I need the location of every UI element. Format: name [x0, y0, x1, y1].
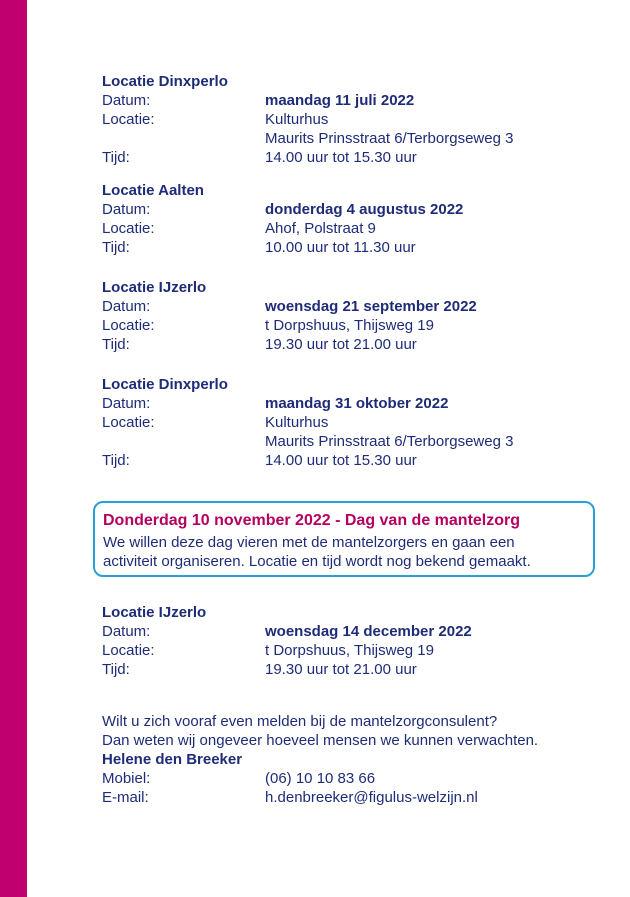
event-aalten-august: [102, 181, 602, 257]
event-location-address: Maurits Prinsstraat 6/Terborgseweg 3: [265, 130, 514, 147]
mantelzorg-day-callout: [93, 501, 595, 577]
callout-title: Donderdag 10 november 2022 - Dag van de mantelzorg: [103, 512, 521, 529]
contact-intro-line-1: Wilt u zich vooraf even melden bij de mantelzorgconsulent?: [102, 713, 498, 730]
event-location: Kulturhus: [265, 414, 329, 431]
event-time: 10.00 uur tot 11.30 uur: [265, 239, 416, 256]
event-ijzerlo-december: [102, 603, 602, 679]
event-time: 19.30 uur tot 21.00 uur: [265, 661, 417, 678]
event-ijzerlo-september: [102, 278, 602, 354]
event-date: maandag 31 oktober 2022: [265, 395, 449, 412]
location-label: Locatie:: [102, 111, 155, 128]
date-label: Datum:: [102, 92, 151, 109]
date-label: Datum:: [102, 201, 151, 218]
date-label: Datum:: [102, 623, 151, 640]
phone-label: Mobiel:: [102, 770, 151, 787]
callout-text-line-2: activiteit organiseren. Locatie en tijd wordt nog bekend gemaakt.: [103, 553, 531, 570]
event-time: 14.00 uur tot 15.30 uur: [265, 149, 417, 166]
event-heading: Locatie Dinxperlo: [102, 376, 228, 393]
contact-section: [102, 712, 602, 807]
event-time: 19.30 uur tot 21.00 uur: [265, 336, 417, 353]
location-label: Locatie:: [102, 642, 155, 659]
event-date: maandag 11 juli 2022: [265, 92, 415, 109]
location-label: Locatie:: [102, 414, 155, 431]
event-dinxperlo-october: [102, 375, 602, 470]
event-dinxperlo-july: [102, 72, 602, 167]
event-location: Ahof, Polstraat 9: [265, 220, 376, 237]
contact-name: Helene den Breeker: [102, 751, 243, 768]
event-location: t Dorpshuus, Thijsweg 19: [265, 642, 434, 659]
event-location-address: Maurits Prinsstraat 6/Terborgseweg 3: [265, 433, 514, 450]
event-date: donderdag 4 augustus 2022: [265, 201, 464, 218]
date-label: Datum:: [102, 298, 151, 315]
event-date: woensdag 14 december 2022: [265, 623, 472, 640]
email-address[interactable]: h.denbreeker@figulus-welzijn.nl: [265, 789, 478, 806]
location-label: Locatie:: [102, 220, 155, 237]
magenta-side-bar: [0, 0, 27, 897]
time-label: Tijd:: [102, 452, 130, 469]
date-label: Datum:: [102, 395, 151, 412]
event-heading: Locatie Dinxperlo: [102, 73, 228, 90]
event-heading: Locatie Aalten: [102, 182, 204, 199]
event-location: Kulturhus: [265, 111, 329, 128]
event-location: t Dorpshuus, Thijsweg 19: [265, 317, 434, 334]
event-heading: Locatie IJzerlo: [102, 279, 207, 296]
time-label: Tijd:: [102, 661, 130, 678]
time-label: Tijd:: [102, 239, 130, 256]
time-label: Tijd:: [102, 336, 130, 353]
event-date: woensdag 21 september 2022: [265, 298, 477, 315]
email-label: E-mail:: [102, 789, 149, 806]
contact-intro-line-2: Dan weten wij ongeveer hoeveel mensen we kunnen verwachten.: [102, 732, 539, 749]
callout-text-line-1: We willen deze dag vieren met de mantelzorgers en gaan een: [103, 534, 515, 551]
phone-number[interactable]: (06) 10 10 83 66: [265, 770, 376, 787]
location-label: Locatie:: [102, 317, 155, 334]
time-label: Tijd:: [102, 149, 130, 166]
event-time: 14.00 uur tot 15.30 uur: [265, 452, 417, 469]
event-heading: Locatie IJzerlo: [102, 604, 207, 621]
